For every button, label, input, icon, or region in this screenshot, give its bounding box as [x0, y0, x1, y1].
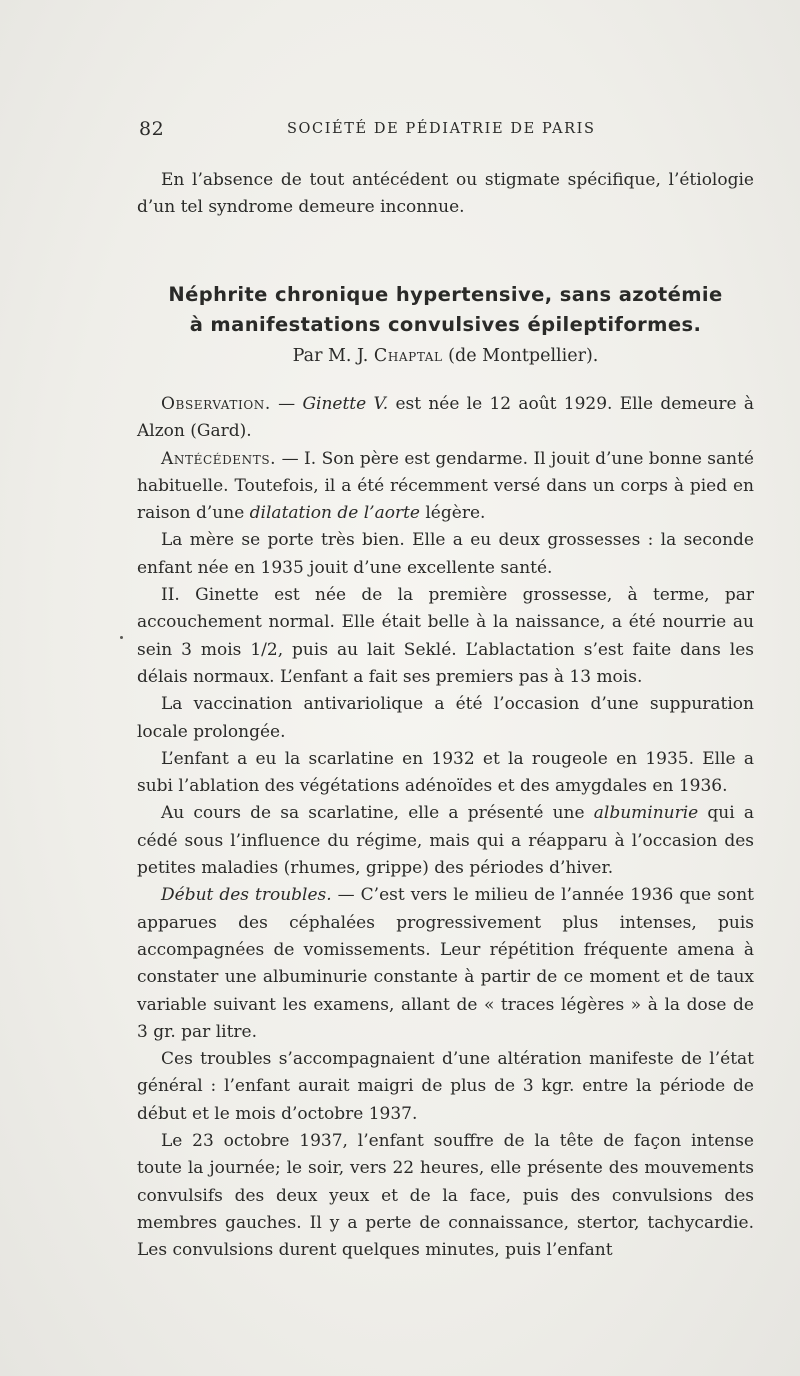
observation-label: Observation. [161, 394, 271, 414]
vaccination-paragraph: La vaccination antivariolique a été l’occasion d’une suppuration locale prolongée. [137, 694, 754, 742]
october-paragraph: Le 23 octobre 1937, l’enfant souffre de la tête de façon intense toute la journée; le soir, vers 22 heures, elle présente des mouvements convulsifs des deux yeux et de la face, puis des convulsions des membres gauches. Il y a perte de connaissance, stertor, tachycardie. Les convulsions durent quelques minutes, puis l’enfant [137, 1131, 754, 1261]
antecedents-text-a: I. Son père est gendarme. Il jouit d’une bonne santé habituelle. Toutefois, il a été récemment versé dans un corps à pied en raison d’une [137, 448, 754, 524]
antecedents-label: Antécédents. [161, 448, 277, 469]
onset-heading: Début des troubles. [161, 885, 332, 906]
albuminuria-text-b: qui a cédé sous l’influence du régime, mais qui a réapparu à l’occasion des petites maladies (rhumes, grippe) des périodes d’hiver. [137, 803, 754, 879]
article-title [137, 280, 754, 340]
antecedents-paragraph [137, 446, 754, 528]
article-body [137, 391, 754, 1265]
albuminuria-italic: albuminurie [593, 803, 699, 824]
running-title: SOCIÉTÉ DE PÉDIATRIE DE PARIS [287, 121, 596, 137]
antecedents-dash: — [276, 448, 305, 469]
onset-paragraph [137, 882, 754, 1046]
observation-text: est née le 12 août 1929. Elle demeure à Alzon (Gard). [137, 394, 754, 442]
intro-paragraph [137, 167, 754, 222]
byline [137, 346, 754, 366]
article-title-line-2: à manifestations convulsives épileptiformes. [189, 313, 702, 336]
article-title-line-1: Néphrite chronique hypertensive, sans azotémie [168, 283, 723, 306]
byline-prefix: Par M. J. [292, 346, 374, 366]
author-name: Chaptal [373, 346, 443, 366]
patient-name: Ginette V. [302, 394, 389, 414]
antecedents-italic: dilatation de l’aorte [249, 503, 420, 524]
albuminuria-text-a: Au cours de sa scarlatine, elle a présenté une [161, 803, 594, 824]
observation-paragraph [137, 391, 754, 446]
albuminuria-paragraph [137, 800, 754, 882]
weight-paragraph: Ces troubles s’accompagnaient d’une altération manifeste de l’état général : l’enfant aurait maigri de plus de 3 kgr. entre la période de début et le mois d’octobre 1937. [137, 1049, 754, 1124]
page-number: 82 [139, 118, 165, 140]
mother-paragraph: La mère se porte très bien. Elle a eu deux grossesses : la seconde enfant née en 1935 jouit d’une excellente santé. [137, 530, 754, 578]
illnesses-paragraph: L’enfant a eu la scarlatine en 1932 et la rougeole en 1935. Elle a subi l’ablation des végétations adénoïdes et des amygdales en 1936. [137, 748, 754, 797]
print-speck [120, 636, 123, 639]
birth-paragraph: II. Ginette est née de la première grossesse, à terme, par accouchement normal. Elle était belle à la naissance, a été nourrie au sein 3 mois 1/2, puis au lait Seklé. L’ablactation s’est faite dans les délais normaux. L’enfant a fait ses premiers pas à 13 mois. [137, 585, 754, 687]
author-affiliation: (de Montpellier). [442, 346, 599, 366]
onset-text: — C’est vers le milieu de l’année 1936 que sont apparues des céphalées progressivement plus intenses, puis accompagnées de vomissements. Leur répétition fréquente amena à constater une albuminurie constante à partir de ce moment et de taux variable suivant les examens, allant de « traces légères » à la dose de 3 gr. par litre. [137, 885, 754, 1042]
intro-text: En l’absence de tout antécédent ou stigmate spécifique, l’étiologie d’un tel syndrome demeure inconnue. [137, 170, 754, 218]
antecedents-text-b: légère. [419, 503, 486, 524]
observation-dash: — [270, 394, 303, 414]
